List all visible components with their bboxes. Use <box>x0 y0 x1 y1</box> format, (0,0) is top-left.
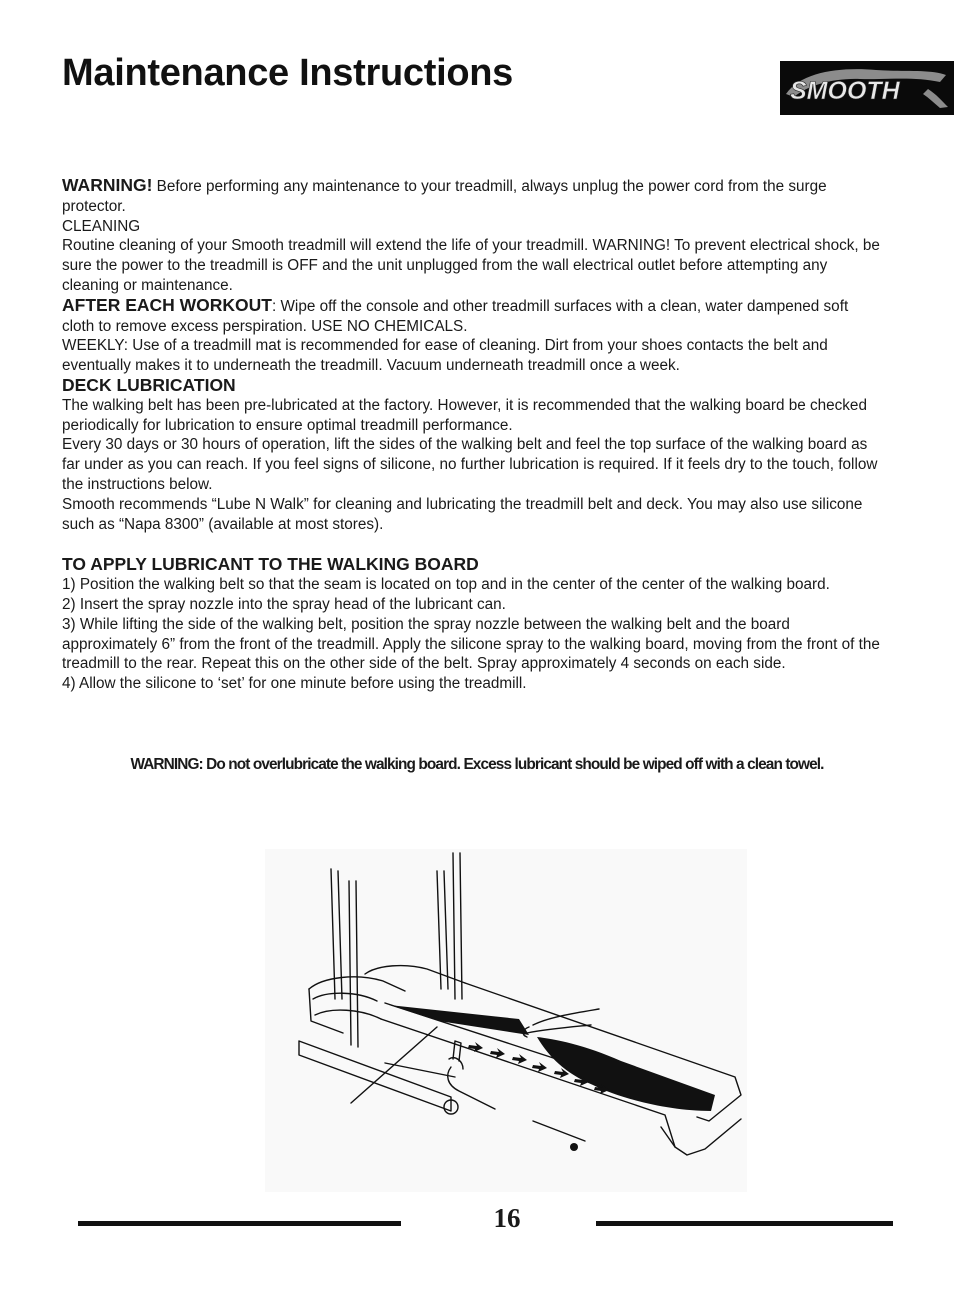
page-title: Maintenance Instructions <box>62 52 513 94</box>
cleaning-heading: CLEANING <box>62 217 141 235</box>
warning-text: Before performing any maintenance to your treadmill, always unplug the power cord from the surge protector. <box>62 178 827 215</box>
apply-step-2: 2) Insert the spray nozzle into the spray head of the lubricant can. <box>62 595 506 613</box>
warning-intro <box>62 176 880 217</box>
page-number: 16 <box>493 1203 521 1233</box>
after-workout-text: : Wipe off the console and other treadmill surfaces with a clean, water dampened soft cloth to remove excess perspiration. USE NO CHEMICALS. <box>62 297 849 335</box>
treadmill-illustration <box>265 849 747 1192</box>
logo-wordmark: SMOOTH <box>790 77 900 105</box>
footer-rule-right <box>596 1221 893 1226</box>
deck-paragraph-3: Smooth recommends “Lube N Walk” for cleaning and lubricating the treadmill belt and deck. You may also use silicone such as “Napa 8300” (available at most stores). <box>62 495 863 533</box>
deck-paragraph-2: Every 30 days or 30 hours of operation, lift the sides of the walking belt and feel the top surface of the walking board as far under as you can reach. If you feel signs of silicone, no further lubrication is required. If it feels dry to the touch, follow the instructions below. <box>62 436 878 493</box>
warning-label: WARNING! <box>62 175 153 195</box>
apply-step-3: 3) While lifting the side of the walking belt, position the spray nozzle between the walking belt and the board approximately 6” from the front of the treadmill. Apply the silicone spray to the walking board, moving from the front of the treadmill to the rear. Repeat this on the other side of the belt. Spray approximately 4 seconds on each side. <box>62 615 880 673</box>
after-workout <box>62 296 880 337</box>
maintenance-body <box>62 176 880 694</box>
weekly-text: WEEKLY: Use of a treadmill mat is recommended for ease of cleaning. Dirt from your shoes contacts the belt and eventually makes it to underneath the treadmill. Vacuum underneath treadmill once a week. <box>62 337 828 375</box>
footer-rule-left <box>78 1221 401 1226</box>
after-workout-label: AFTER EACH WORKOUT <box>62 294 272 315</box>
apply-heading: TO APPLY LUBRICANT TO THE WALKING BOARD <box>62 554 479 575</box>
deck-heading: DECK LUBRICATION <box>62 374 236 395</box>
final-warning: WARNING: Do not overlubricate the walking board. Excess lubricant should be wiped off with a clean towel. <box>130 756 824 773</box>
apply-step-1: 1) Position the walking belt so that the seam is located on top and in the center of the center of the walking board. <box>62 576 830 594</box>
apply-step-4: 4) Allow the silicone to ‘set’ for one minute before using the treadmill. <box>62 675 527 693</box>
smooth-logo <box>780 61 954 115</box>
cleaning-text: Routine cleaning of your Smooth treadmill will extend the life of your treadmill. WARNING! To prevent electrical shock, be sure the power to the treadmill is OFF and the unit unplugged from the wall electrical outlet before attempting any cleaning or maintenance. <box>62 237 880 294</box>
deck-paragraph-1: The walking belt has been pre-lubricated at the factory. However, it is recommended that the walking board be checked periodically for lubrication to ensure optimal treadmill performance. <box>62 396 867 434</box>
